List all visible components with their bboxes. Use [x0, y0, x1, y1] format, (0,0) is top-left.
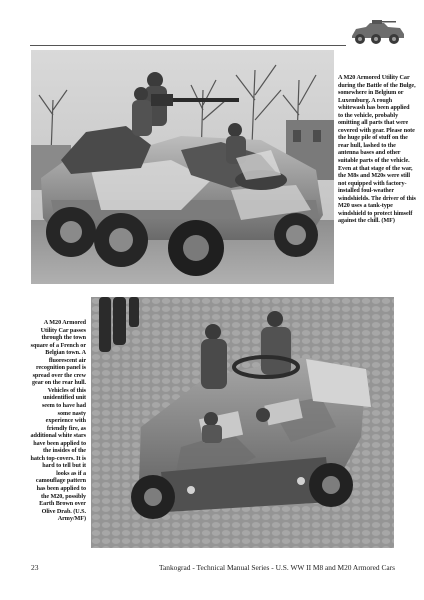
photo-m20-town-square: [91, 297, 394, 548]
page-number: 23: [31, 563, 39, 572]
armored-car-silhouette-icon: [346, 16, 410, 48]
photo-m20-battle-of-the-bulge: [31, 50, 334, 284]
caption-bottom-photo: A M20 Armored Utility Car passes through the town square of a French or Belgian town. A fluorescent air recognition panel is spread over the crew gear on the rear hull. Vehicles of this unidentified unit seem to have had some nasty experience with friendly fire, as additional white stars have been applied to the insides of the hatch top-covers. It is hard to tell but it looks as if a camouflage pattern has been applied to the M20, possibly Earth Brown over Olive Drab. (U.S. Army/MF): [30, 320, 86, 523]
footer-series-title: Tankograd - Technical Manual Series - U.S. WW II M8 and M20 Armored Cars: [158, 563, 395, 572]
caption-top-photo: A M20 Armored Utility Car during the Battle of the Bulge, somewhere in Belgium or Luxemburg. A rough whitewash has been applied to the vehicle, probably omitting all parts that were covered with gear. Please note the huge pile of stuff on the rear hull, lashed to the antenna bases and other suitable parts of the vehicle. Even at that stage of the war, the M8s and M20s were still not equipped with factory-installed foul-weather windshields. The driver of this M20 uses a tank-type windshield to protect himself against the chill. (MF): [338, 75, 416, 225]
header-rule: [30, 45, 346, 46]
